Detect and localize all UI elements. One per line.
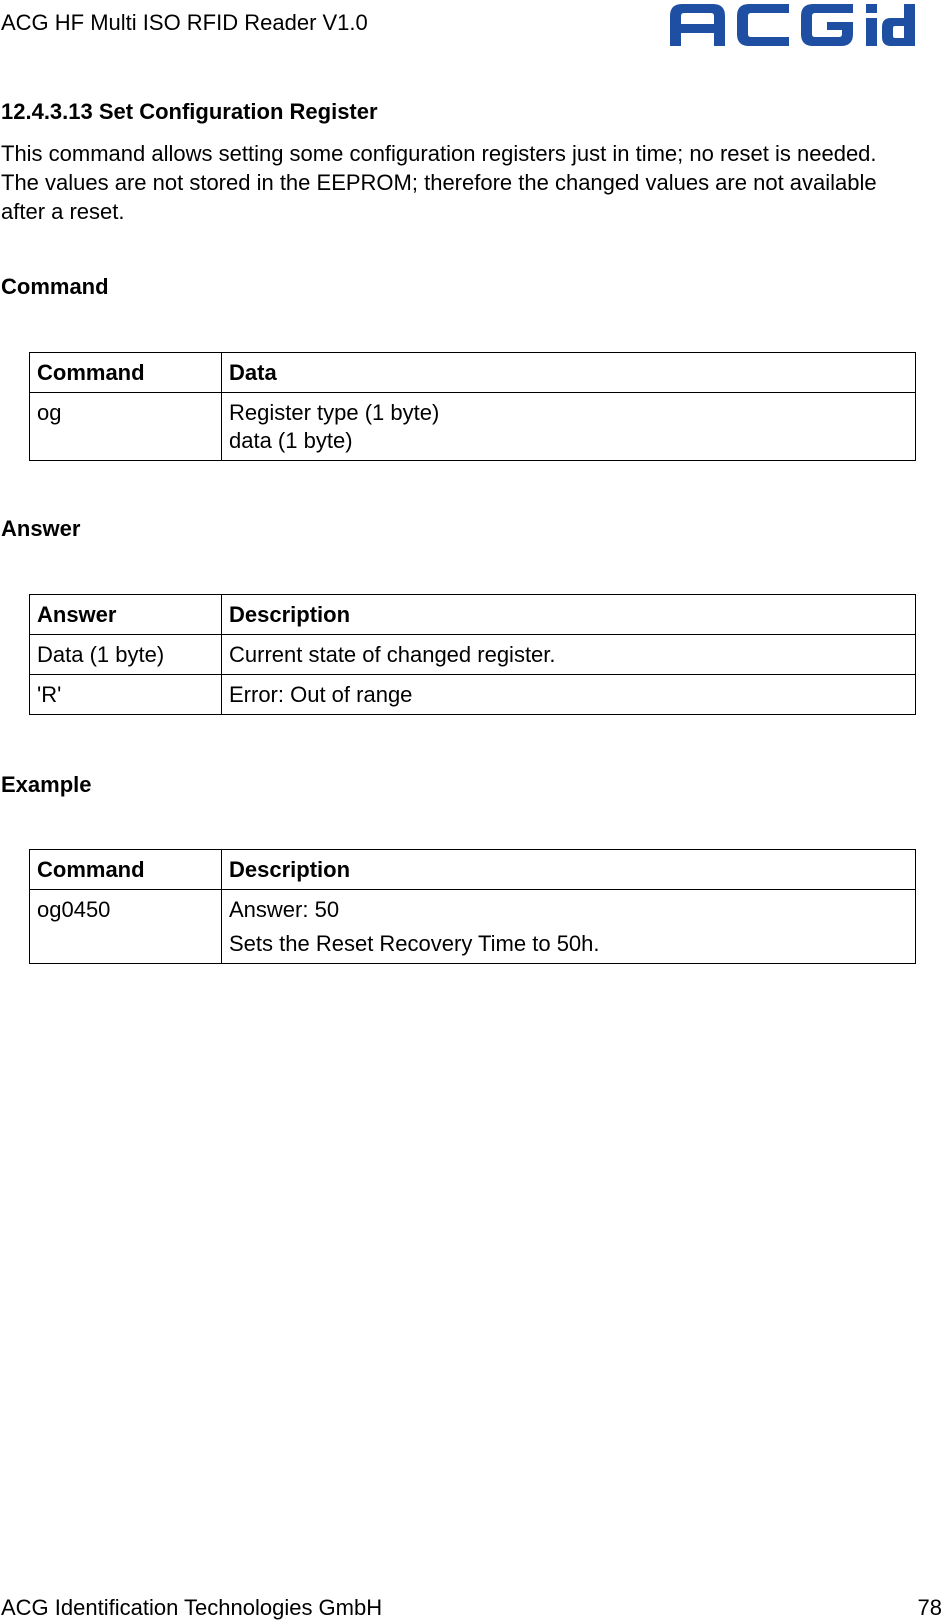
table-row <box>30 635 916 675</box>
answer-heading: Answer <box>1 516 81 541</box>
example-table <box>29 849 916 964</box>
acg-id-logo <box>667 2 917 53</box>
cell-line: Register type (1 byte) <box>229 400 440 425</box>
table-row <box>30 675 916 715</box>
command-table <box>29 352 916 461</box>
answer-cell: 'R' <box>30 675 222 715</box>
table-header-row <box>30 353 916 393</box>
column-header: Description <box>222 850 916 890</box>
column-header: Command <box>30 353 222 393</box>
column-header: Description <box>222 595 916 635</box>
table-header-row <box>30 850 916 890</box>
column-header: Data <box>222 353 916 393</box>
table-header-row <box>30 595 916 635</box>
cell-line: Sets the Reset Recovery Time to 50h. <box>229 931 600 956</box>
intro-text: This command allows setting some configuration registers just in time; no reset is needed. The values are not stored in the EEPROM; therefore the changed values are not available after a reset. <box>1 141 877 224</box>
description-cell <box>222 890 916 964</box>
command-heading: Command <box>1 274 109 299</box>
document-header-title: ACG HF Multi ISO RFID Reader V1.0 <box>1 10 368 35</box>
table-row <box>30 393 916 461</box>
cell-line: data (1 byte) <box>229 428 353 453</box>
example-heading: Example <box>1 772 92 797</box>
cell-line: Answer: 50 <box>229 897 340 922</box>
description-cell: Error: Out of range <box>222 675 916 715</box>
description-cell: Current state of changed register. <box>222 635 916 675</box>
section-heading: 12.4.3.13 Set Configuration Register <box>1 99 378 124</box>
page-number: 78 <box>917 1595 942 1620</box>
table-row <box>30 890 916 964</box>
column-header: Answer <box>30 595 222 635</box>
column-header: Command <box>30 850 222 890</box>
answer-table <box>29 594 916 715</box>
command-cell: og <box>30 393 222 461</box>
command-cell: og0450 <box>30 890 222 964</box>
intro-paragraph <box>1 139 901 226</box>
data-cell <box>222 393 916 461</box>
footer-company: ACG Identification Technologies GmbH <box>1 1595 383 1620</box>
acg-id-logo-graphic <box>667 2 917 48</box>
answer-cell: Data (1 byte) <box>30 635 222 675</box>
